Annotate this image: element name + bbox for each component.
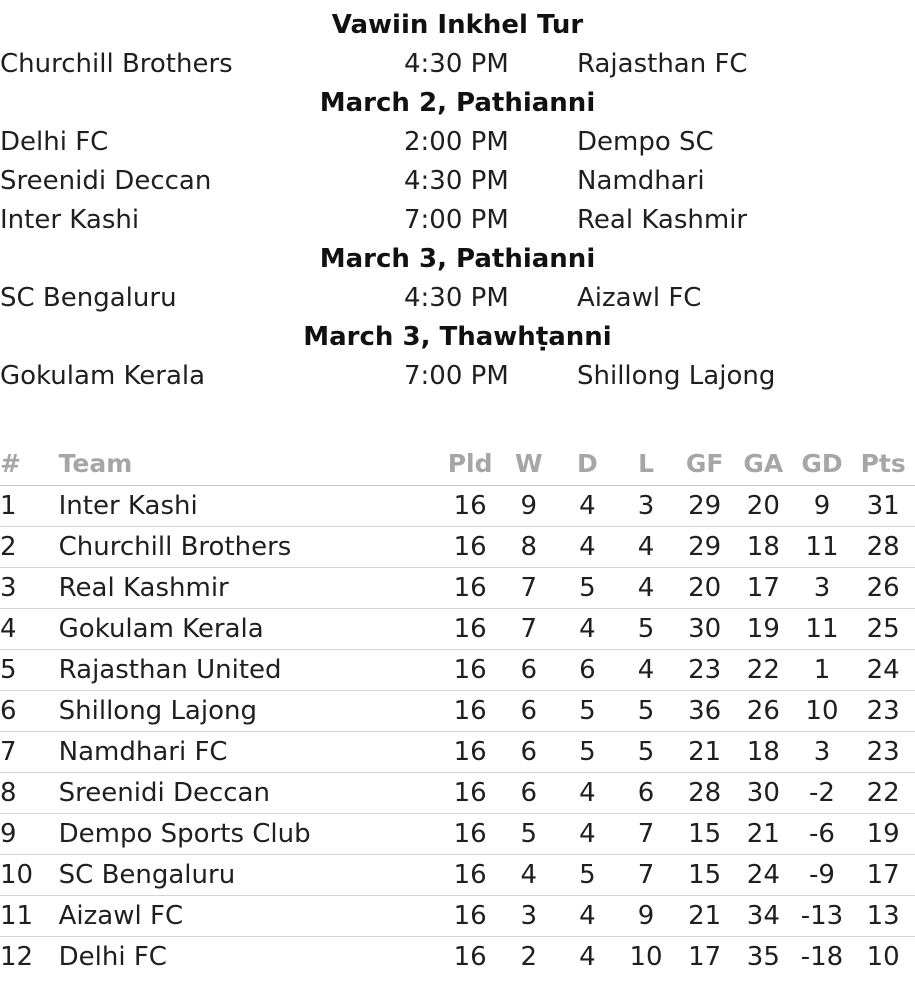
cell-won: 9 [499,486,558,527]
cell-points: 25 [851,609,915,650]
cell-lost: 10 [629,942,663,972]
header-points: Pts [851,442,915,486]
cell-played: 16 [441,568,500,609]
cell-goal-difference: 1 [793,650,852,691]
table-row [0,486,915,527]
cell-drawn: 4 [558,527,617,568]
cell-team: Churchill Brothers [59,527,441,568]
cell-points: 23 [851,732,915,773]
cell-team: Delhi FC [58,942,167,972]
cell-goal-difference: 3 [793,732,852,773]
kickoff-time: 7:00 PM [404,361,509,391]
table-row [0,855,915,896]
cell-won: 6 [499,773,558,814]
cell-team: Aizawl FC [59,896,441,937]
cell-position: 10 [0,855,59,896]
cell-goal-difference: 3 [793,568,852,609]
venue-heading: March 2, Pathianni [319,88,596,118]
kickoff-time: 4:30 PM [404,166,509,196]
cell-goals-for: 23 [675,650,734,691]
cell-played: 16 [441,732,500,773]
cell-goals-for: 36 [675,691,734,732]
fixture-row [0,201,915,240]
cell-points: 23 [851,691,915,732]
fixture-row [0,357,915,396]
cell-position: 12 [0,942,34,972]
cell-goals-for: 29 [675,527,734,568]
table-row [0,609,915,650]
cell-goals-against: 19 [734,609,793,650]
cell-team: Dempo Sports Club [59,814,441,855]
cell-played: 16 [441,691,500,732]
cell-drawn: 4 [558,896,617,937]
cell-goals-for: 21 [675,896,734,937]
home-team: Delhi FC [0,127,109,157]
header-position: # [0,442,59,486]
cell-lost: 4 [617,527,676,568]
cell-lost: 4 [617,650,676,691]
cell-drawn: 4 [558,486,617,527]
cell-team: SC Bengaluru [59,855,441,896]
cell-won: 3 [499,896,558,937]
cell-drawn: 4 [558,814,617,855]
cell-drawn: 6 [558,650,617,691]
cell-team: Inter Kashi [59,486,441,527]
cell-goals-against: 20 [734,486,793,527]
cell-played: 16 [441,896,500,937]
cell-goals-against: 17 [734,568,793,609]
cell-lost: 6 [617,773,676,814]
away-team: Aizawl FC [577,283,702,313]
cell-position: 1 [0,486,59,527]
cell-played: 16 [441,609,500,650]
cell-position: 9 [0,814,59,855]
cell-goals-for: 17 [688,942,722,972]
standings-header-row [0,442,915,486]
cell-drawn: 4 [579,942,596,972]
home-team: Gokulam Kerala [0,361,206,391]
home-team: Inter Kashi [0,205,140,235]
table-row [0,937,915,978]
cell-goals-against: 21 [734,814,793,855]
home-team: Sreenidi Deccan [0,166,212,196]
cell-goals-against: 34 [734,896,793,937]
cell-won: 6 [499,650,558,691]
cell-won: 4 [499,855,558,896]
cell-lost: 5 [617,691,676,732]
header-lost: L [617,442,676,486]
cell-won: 7 [499,609,558,650]
table-row [0,527,915,568]
cell-team: Namdhari FC [59,732,441,773]
cell-lost: 5 [617,609,676,650]
cell-goals-against: 18 [734,527,793,568]
away-team: Namdhari [577,166,705,196]
table-row [0,732,915,773]
cell-goals-for: 21 [675,732,734,773]
cell-position: 8 [0,773,59,814]
cell-team: Sreenidi Deccan [59,773,441,814]
header-goals-against: GA [734,442,793,486]
header-won: W [499,442,558,486]
cell-goals-against: 18 [734,732,793,773]
table-row [0,568,915,609]
cell-goals-for: 20 [675,568,734,609]
header-team: Team [59,442,441,486]
cell-goal-difference: 10 [793,691,852,732]
fixture-row [0,123,915,162]
fixtures-schedule [0,6,915,396]
cell-position: 5 [0,650,59,691]
kickoff-time: 4:30 PM [404,49,509,79]
cell-played: 16 [441,773,500,814]
standings-table [0,442,915,977]
cell-goal-difference: -2 [793,773,852,814]
cell-goal-difference: 9 [793,486,852,527]
cell-drawn: 4 [558,609,617,650]
cell-position: 4 [0,609,59,650]
cell-played: 16 [441,855,500,896]
cell-points: 19 [851,814,915,855]
cell-lost: 7 [617,855,676,896]
cell-won: 2 [520,942,538,972]
cell-position: 7 [0,732,59,773]
standings-body [0,486,915,978]
table-row [0,691,915,732]
cell-position: 11 [0,896,59,937]
cell-points: 28 [851,527,915,568]
cell-team: Real Kashmir [59,568,441,609]
kickoff-time: 7:00 PM [404,205,509,235]
kickoff-time: 4:30 PM [404,283,509,313]
cell-goal-difference: -13 [793,896,852,937]
cell-position: 3 [0,568,59,609]
cell-won: 6 [499,732,558,773]
fixture-row [0,162,915,201]
cell-goal-difference: 11 [793,527,852,568]
cell-points: 31 [851,486,915,527]
cell-goals-for: 15 [675,814,734,855]
home-team: SC Bengaluru [0,283,177,313]
header-played: Pld [441,442,500,486]
cell-team: Rajasthan United [59,650,441,691]
cell-played: 16 [441,486,500,527]
cell-goal-difference: -6 [793,814,852,855]
away-team: Shillong Lajong [577,361,776,391]
cell-points: 17 [851,855,915,896]
header-goals-for: GF [675,442,734,486]
cell-drawn: 4 [558,773,617,814]
venue-heading: March 3, Thawhṭanni [303,322,612,352]
cell-position: 2 [0,527,59,568]
away-team: Dempo SC [577,127,714,157]
table-row [0,896,915,937]
cell-played: 16 [441,814,500,855]
cell-lost: 3 [617,486,676,527]
venue-heading: Vawiin Inkhel Tur [331,10,584,40]
cell-won: 5 [499,814,558,855]
cell-goals-for: 15 [675,855,734,896]
cell-points: 13 [851,896,915,937]
cell-played: 16 [441,527,500,568]
cell-won: 8 [499,527,558,568]
cell-drawn: 5 [558,691,617,732]
cell-played: 16 [453,942,487,972]
cell-won: 7 [499,568,558,609]
cell-goal-difference: 11 [793,609,852,650]
header-goal-difference: GD [793,442,852,486]
cell-goals-for: 29 [675,486,734,527]
cell-goals-against: 22 [734,650,793,691]
fixture-row [0,45,915,84]
cell-goal-difference: -18 [800,942,844,972]
table-row [0,773,915,814]
kickoff-time: 2:00 PM [404,127,509,157]
home-team: Churchill Brothers [0,49,233,79]
cell-won: 6 [499,691,558,732]
away-team: Real Kashmir [577,205,748,235]
cell-position: 6 [0,691,59,732]
cell-goals-against: 24 [734,855,793,896]
cell-goals-against: 30 [734,773,793,814]
cell-points: 24 [851,650,915,691]
cell-drawn: 5 [558,732,617,773]
table-row [0,814,915,855]
cell-drawn: 5 [558,568,617,609]
cell-lost: 4 [617,568,676,609]
cell-points: 26 [851,568,915,609]
cell-lost: 5 [617,732,676,773]
cell-points: 22 [851,773,915,814]
cell-points: 10 [866,942,900,972]
cell-goals-against: 26 [734,691,793,732]
table-row [0,650,915,691]
fixture-row [0,279,915,318]
cell-goals-against: 35 [746,942,780,972]
header-drawn: D [558,442,617,486]
cell-played: 16 [441,650,500,691]
cell-team: Shillong Lajong [59,691,441,732]
cell-goals-for: 28 [675,773,734,814]
cell-lost: 7 [617,814,676,855]
cell-goals-for: 30 [675,609,734,650]
cell-lost: 9 [617,896,676,937]
venue-heading: March 3, Pathianni [319,244,596,274]
cell-team: Gokulam Kerala [59,609,441,650]
away-team: Rajasthan FC [577,49,748,79]
cell-drawn: 5 [558,855,617,896]
cell-goal-difference: -9 [793,855,852,896]
